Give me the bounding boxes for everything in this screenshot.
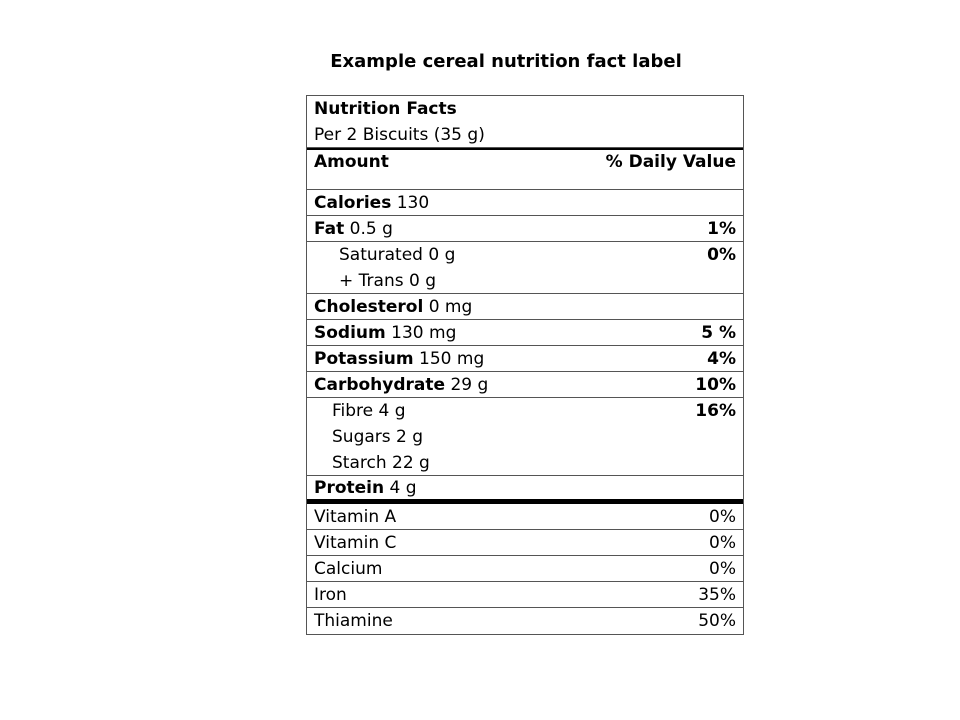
nutrition-facts-table: [306, 95, 744, 635]
nutrient-dv: 16%: [695, 401, 736, 421]
nutrient-row-carbohydrate: [307, 372, 743, 398]
nutrient-row-calories: [307, 190, 743, 216]
nutrient-name: Fibre 4 g: [332, 401, 406, 421]
nutrient-label: [314, 193, 429, 213]
nutrient-name: Saturated 0 g: [339, 245, 456, 265]
serving-size: Per 2 Biscuits (35 g): [314, 124, 485, 145]
nutrient-row-fibre: [307, 398, 743, 424]
nutrient-name: Calories: [314, 192, 392, 213]
nutrient-row-potassium: [307, 346, 743, 372]
nutrient-amount: 130: [396, 192, 430, 213]
vitamin-dv: 0%: [709, 506, 736, 527]
vitamin-dv: 0%: [709, 558, 736, 579]
vitamin-dv: 0%: [709, 532, 736, 553]
vitamin-dv: 50%: [698, 611, 736, 631]
nutrient-label: [314, 349, 484, 369]
vitamin-name: Vitamin A: [314, 506, 397, 527]
nutrient-name: Carbohydrate: [314, 374, 446, 395]
nutrient-name: Cholesterol: [314, 296, 424, 317]
nutrient-label: [314, 219, 393, 239]
serving-row: [307, 122, 743, 148]
nutrient-amount: 130 mg: [391, 322, 457, 343]
table-title: Nutrition Facts: [314, 99, 457, 119]
vitamin-name: Vitamin C: [314, 532, 397, 553]
vitamin-row-calcium: [307, 556, 743, 582]
nutrient-amount: 29 g: [450, 374, 489, 395]
nutrient-dv: 4%: [707, 348, 736, 369]
nutrient-dv: 1%: [707, 218, 736, 239]
nutrient-dv: 0%: [707, 245, 736, 265]
label-caption: Example cereal nutrition fact label: [330, 51, 682, 72]
nutrient-name: Sugars 2 g: [332, 427, 424, 447]
nutrient-label: [314, 297, 472, 317]
nutrient-row-saturated: [307, 242, 743, 268]
amount-header-row: [307, 148, 743, 190]
nutrient-row-fat: [307, 216, 743, 242]
nutrient-name: Fat: [314, 218, 345, 239]
nutrient-row-starch: [307, 450, 743, 476]
vitamin-row-thiamine: [307, 608, 743, 634]
vitamin-dv: 35%: [698, 584, 736, 605]
nutrient-label: [314, 375, 488, 395]
nutrient-row-cholesterol: [307, 294, 743, 320]
nutrient-name: Sodium: [314, 322, 386, 343]
nutrient-name: Potassium: [314, 348, 414, 369]
vitamin-name: Calcium: [314, 558, 383, 579]
nutrient-amount: 4 g: [389, 477, 417, 498]
vitamin-row-iron: [307, 582, 743, 608]
vitamin-name: Iron: [314, 584, 347, 605]
nutrient-name: Starch 22 g: [332, 452, 430, 473]
amount-header: Amount: [314, 152, 389, 172]
nutrient-amount: 0.5 g: [349, 218, 393, 239]
nutrient-row-sodium: [307, 320, 743, 346]
nutrient-dv: 5 %: [701, 322, 736, 343]
nutrient-label: [314, 478, 417, 498]
nutrient-dv: 10%: [695, 374, 736, 395]
vitamin-row-a: [307, 504, 743, 530]
table-title-row: [307, 96, 743, 122]
vitamin-row-c: [307, 530, 743, 556]
nutrient-row-trans: [307, 268, 743, 294]
nutrient-name: + Trans 0 g: [339, 270, 436, 291]
nutrient-label: [314, 323, 456, 343]
nutrient-row-protein: [307, 476, 743, 504]
daily-value-header: % Daily Value: [605, 152, 736, 172]
nutrient-amount: 150 mg: [419, 348, 485, 369]
vitamin-name: Thiamine: [314, 611, 393, 631]
nutrient-row-sugars: [307, 424, 743, 450]
nutrient-amount: 0 mg: [428, 296, 473, 317]
nutrient-name: Protein: [314, 477, 385, 498]
